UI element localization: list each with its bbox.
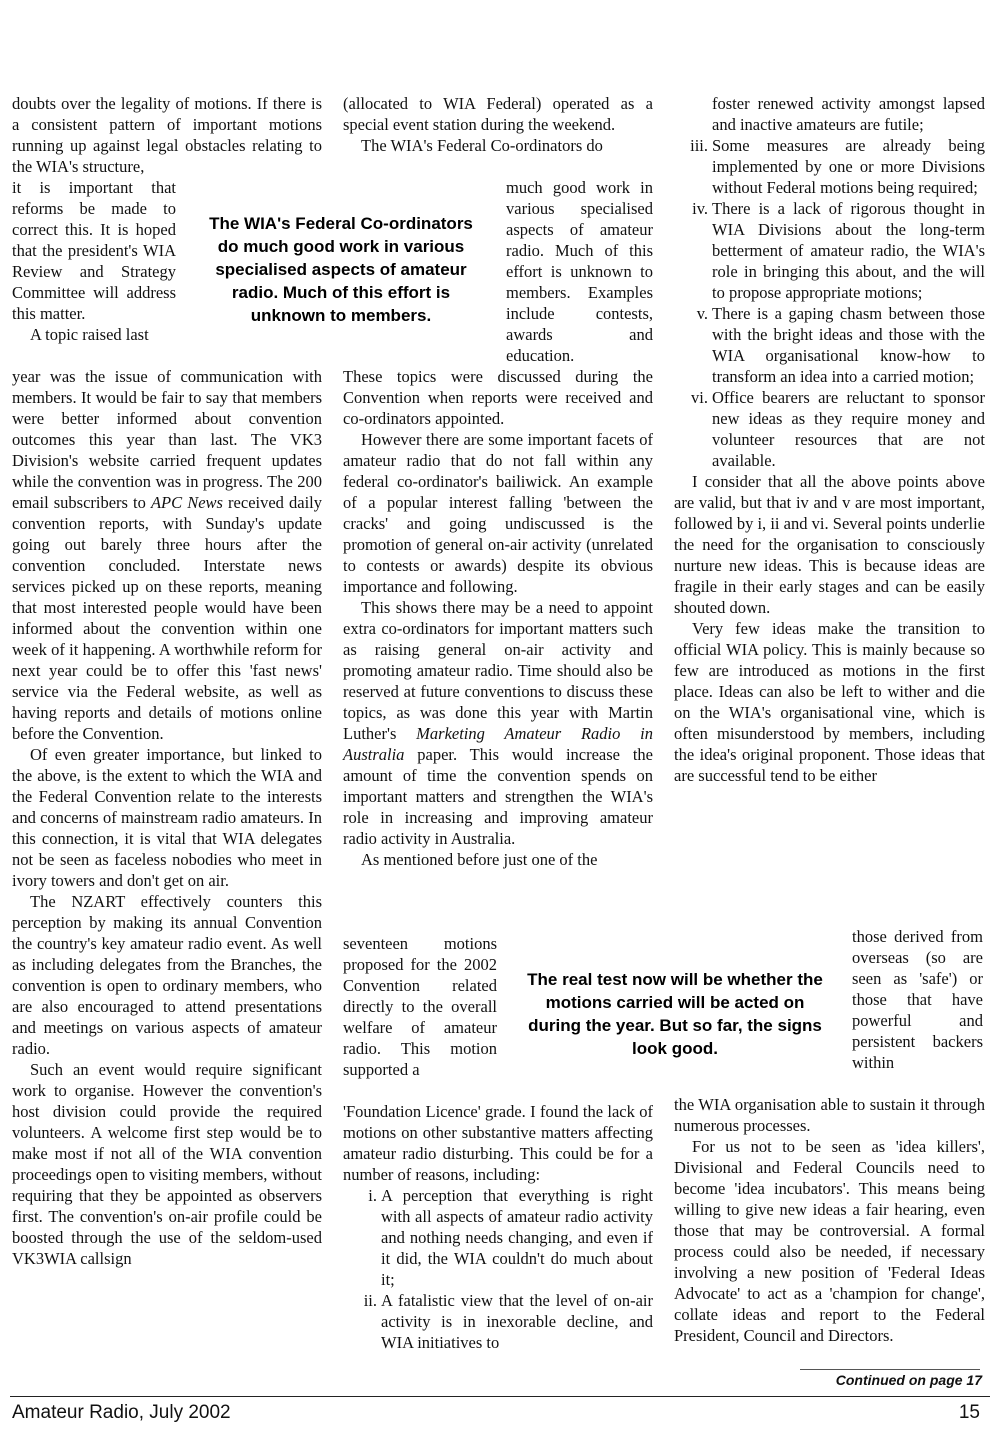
list-number: v.	[696, 304, 708, 323]
list-item	[343, 1185, 653, 1290]
text-run: received daily convention reports, with Sunday's update going out barely three hours after the convention concluded. Interstate news services picked up on these reports, meaning that most interested people would have been informed about the convention within one week of it happening. A worthwhile reform for next year could be to offer this 'fast news' service via the Federal website, as well as having reports and details of motions online before the Convention.	[12, 493, 322, 743]
text-run: paper. This would increase the amount of time the convention spends on important matters and strengthen the WIA's role in increasing and improving amateur radio activity in Australia.	[343, 745, 653, 848]
list-item	[674, 93, 985, 135]
col3-bottom	[674, 1094, 985, 1346]
paper-title: Marketing Amateur Radio in Australia	[343, 724, 653, 764]
page-number: 15	[958, 1402, 980, 1423]
list-text: Some measures are already being implemented by one or more Divisions without Federal motions being required;	[712, 136, 985, 197]
paragraph: Such an event would require significant work to organise. However the convention's host division could provide the required volunteers. A welcome first step would be to make most if not all of the WIA convention proceedings open to visiting members, without requiring that they be appointed as observers first. The convention's on-air profile could be boosted through the use of the seldom-used VK3WIA callsign	[12, 1060, 322, 1268]
continued-link[interactable]: Continued on page 17	[835, 1372, 982, 1388]
list-item	[674, 198, 985, 303]
col2-wrap	[506, 177, 653, 366]
paragraph: those derived from overseas (so are seen as 'safe') or those that have powerful and persistent backers within	[852, 927, 983, 1072]
list-item	[674, 303, 985, 387]
col2-bottom	[343, 1101, 653, 1353]
paragraph	[343, 597, 653, 849]
text-run: This shows there may be a need to appoint extra co-ordinators for important matters such as raising general on-air activity and promoting amateur radio. Time should also be reserved at future conventions to discuss these topics, as was done this year with Martin Luther's	[343, 598, 653, 743]
col1-wrap	[12, 177, 176, 345]
col2-main	[343, 366, 653, 870]
pull-quote: The WIA's Federal Co-ordinators do much good work in various specialised aspects of amateur radio. Much of this effort is unknown to members.	[209, 214, 473, 325]
col3-top	[674, 93, 985, 786]
paragraph: The WIA's Federal Co-ordinators do	[361, 136, 603, 155]
list-number: iii.	[690, 136, 708, 155]
paragraph: For us not to be seen as 'idea killers', Divisional and Federal Councils need to become 'idea incubators'. This means being willing to give new ideas a fair hearing, even those that may be controversial. A formal process could also be needed, if necessary involving a new position of 'Federal Ideas Advocate' to act as a 'champion for change', collate ideas and report to the Federal President, Council and Directors.	[674, 1137, 985, 1345]
list-text: A fatalistic view that the level of on-air activity is in inexorable decline, and WIA initiatives to	[381, 1291, 653, 1352]
reasons-list	[343, 1185, 653, 1353]
list-text: A perception that everything is right with all aspects of amateur radio activity and nothing needs changing, and even if it did, the WIA couldn't do much about it;	[381, 1186, 653, 1289]
list-number: i.	[368, 1186, 377, 1205]
reasons-list-continued	[674, 93, 985, 471]
paragraph: Very few ideas make the transition to official WIA policy. This is mainly because so few are introduced as motions in the first place. Ideas can also be left to wither and die on the WIA's organisational vine, which is often misunderstood by members, including the idea's original proponent. Those ideas that are successful tend to be either	[674, 619, 985, 785]
paragraph: (allocated to WIA Federal) operated as a special event station during the weekend.	[343, 94, 653, 134]
paragraph: 'Foundation Licence' grade. I found the lack of motions on other substantive matters affecting amateur radio disturbing. This could be for a number of reasons, including:	[343, 1102, 653, 1184]
col1-top	[12, 93, 322, 177]
paragraph: A topic raised last	[30, 325, 149, 344]
paragraph	[12, 366, 322, 744]
paragraph: These topics were discussed during the Convention when reports were received and co-ordinators appointed.	[343, 367, 653, 428]
paragraph: As mentioned before just one of the	[361, 850, 598, 869]
list-text: There is a gaping chasm between those with the bright ideas and those with the WIA organisational know-how to transform an idea into a carried motion;	[712, 304, 985, 386]
list-item	[343, 1290, 653, 1353]
paragraph: seventeen motions proposed for the 2002 Convention related directly to the overall welfare of amateur radio. This motion supported a	[343, 934, 497, 1079]
paragraph: Of even greater importance, but linked to the above, is the extent to which the WIA and the Federal Convention relate to the interests and concerns of mainstream radio amateurs. In this connection, it is vital that WIA delegates not be seen as faceless nobodies who meet in ivory towers and don't get on air.	[12, 745, 322, 890]
col2-top	[343, 93, 653, 156]
list-item	[674, 135, 985, 198]
list-number: iv.	[692, 199, 708, 218]
list-text: There is a lack of rigorous thought in WIA Divisions about the long-term betterment of amateur radio, the WIA's role in bringing this about, and the will to propose appropriate motions;	[712, 199, 985, 302]
paragraph: However there are some important facets of amateur radio that do not fall within any federal co-ordinator's bailiwick. An example of a popular interest falling 'between the cracks' and going undiscussed is the promotion of general on-air activity (unrelated to contests or awards) despite its obvious importance and following.	[343, 430, 653, 596]
paragraph: much good work in various specialised aspects of amateur radio. Much of this effort is unknown to members. Examples include contests, awards and education.	[506, 178, 653, 365]
list-text: foster renewed activity amongst lapsed and inactive amateurs are futile;	[712, 94, 985, 134]
col2-wrap2	[343, 933, 497, 1080]
footer-rule	[10, 1396, 990, 1397]
divider	[800, 1369, 980, 1370]
footer-publication: Amateur Radio, July 2002	[12, 1402, 231, 1423]
col3-wrap	[852, 926, 983, 1073]
paragraph: the WIA organisation able to sustain it through numerous processes.	[674, 1095, 985, 1135]
list-item	[674, 387, 985, 471]
text-run: year was the issue of communication with members. It would be fair to say that members were better informed about convention outcomes this year than last. The VK3 Division's website carried frequent updates while the convention was in progress. The 200 email subscribers to	[12, 367, 322, 512]
paragraph: it is important that reforms be made to correct this. It is hoped that the president's WIA Review and Strategy Committee will address this matter.	[12, 178, 176, 323]
paragraph: doubts over the legality of motions. If there is a consistent pattern of important motions running up against legal obstacles relating to the WIA's structure,	[12, 94, 322, 176]
list-number: ii.	[363, 1291, 377, 1310]
list-text: Office bearers are reluctant to sponsor new ideas as they require money and volunteer resources that are not available.	[712, 388, 985, 470]
publication-name: APC News	[150, 493, 223, 512]
col1-main	[12, 366, 322, 1269]
pull-quote: The real test now will be whether the motions carried will be acted on during the year. But so far, the signs look good.	[527, 970, 823, 1058]
paragraph: I consider that all the above points above are valid, but that iv and v are most important, followed by i, ii and vi. Several points underlie the need for the organisation to consciously nurture new ideas. This is because ideas are fragile in their early stages and can be easily shouted down.	[674, 472, 985, 617]
list-number: vi.	[691, 388, 708, 407]
paragraph: The NZART effectively counters this perception by making its annual Convention the country's key amateur radio event. As well as including delegates from the Branches, the convention is open to ordinary members, who are also encouraged to attend presentations and meetings on various aspects of amateur radio.	[12, 892, 322, 1058]
